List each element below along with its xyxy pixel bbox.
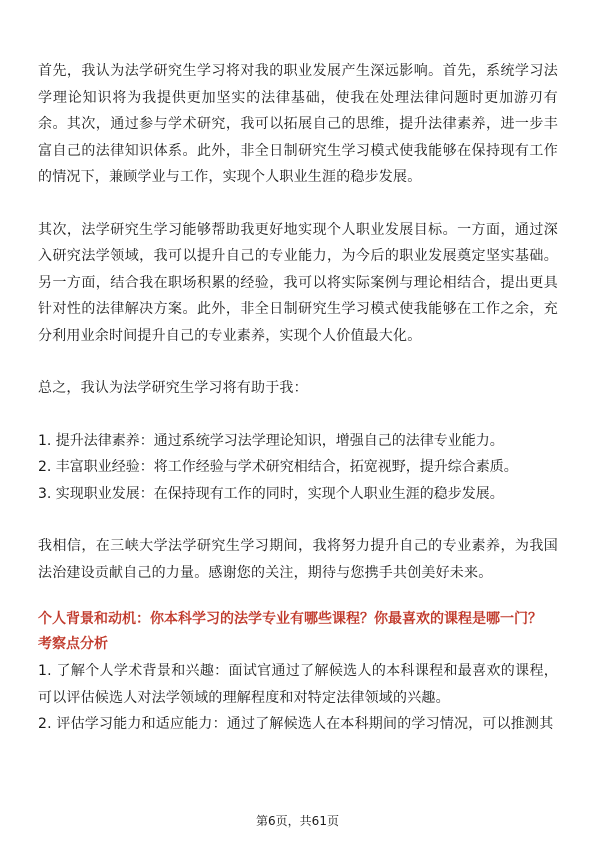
analysis-point: 2. 评估学习能力和适应能力：通过了解候选人在本科期间的学习情况，可以推测其: [38, 716, 554, 732]
summary-list: [38, 428, 558, 508]
paragraph-career-impact: 首先，我认为法学研究生学习将对我的职业发展产生深远影响。首先，系统学习法学理论知识将为我提供更加坚实的法律基础，使我在处理法律问题时更加游刃有余。其次，通过参与学术研究，我可以拓展自己的思维，提升法律素养，进一步丰富自己的法律知识体系。此外，非全日制研究生学习模式使我能够在保持现有工作的情况下，兼顾学业与工作，实现个人职业生涯的稳步发展。: [38, 63, 558, 185]
list-item: 1. 提升法律素养：通过系统学习法学理论知识，增强自己的法律专业能力。: [38, 432, 504, 449]
analysis-point: 1. 了解个人学术背景和兴趣：面试官通过了解候选人的本科课程和最喜欢的课程，可以评估候选人对法学领域的理解程度和对特定法律领域的兴趣。: [38, 663, 558, 706]
question-title: 个人背景和动机：你本科学习的法学专业有哪些课程？你最喜欢的课程是哪一门？: [38, 611, 542, 627]
paragraph-summary-intro: 总之，我认为法学研究生学习将有助于我：: [38, 380, 308, 396]
page-content: [38, 58, 558, 738]
analysis-heading: 考察点分析: [38, 636, 108, 652]
list-item: 2. 丰富职业经验：将工作经验与学术研究相结合，拓宽视野，提升综合素质。: [38, 459, 518, 475]
list-item: 3. 实现职业发展：在保持现有工作的同时，实现个人职业生涯的稳步发展。: [38, 485, 504, 502]
paragraph-conclusion: 我相信，在三峡大学法学研究生学习期间，我将努力提升自己的专业素养，为我国法治建设贡献自己的力量。感谢您的关注，期待与您携手共创美好未来。: [38, 538, 558, 581]
paragraph-career-goals: 其次，法学研究生学习能够帮助我更好地实现个人职业发展目标。一方面，通过深入研究法学领域，我可以提升自己的专业能力，为今后的职业发展奠定坚实基础。另一方面，结合我在职场积累的经验，我可以将实际案例与理论相结合，提出更具针对性的法律解决方案。此外，非全日制研究生学习模式使我能够在工作之余，充分利用业余时间提升自己的专业素养，实现个人价值最大化。: [38, 221, 558, 344]
page-number: 第6页，共61页: [256, 814, 339, 828]
